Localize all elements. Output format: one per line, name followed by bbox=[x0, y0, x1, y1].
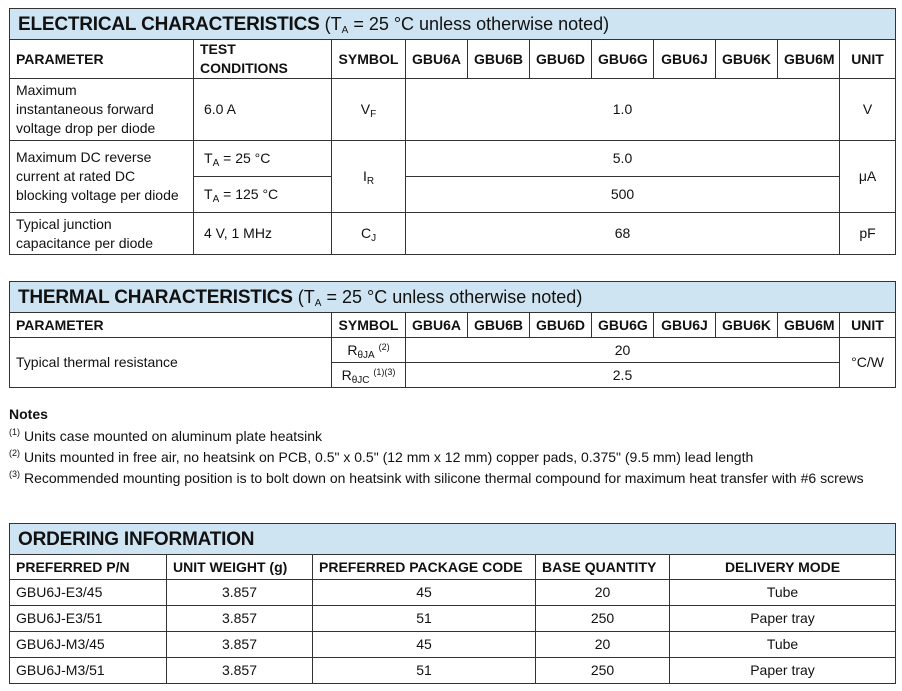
notes-section bbox=[9, 404, 899, 489]
condition-cell: $T_A = 25$ °C bbox=[194, 141, 332, 177]
header-unit: UNIT bbox=[840, 40, 896, 79]
pn-cell: GBU6J-M3/45 bbox=[10, 632, 167, 658]
header-part: GBU6A bbox=[406, 313, 468, 338]
header-package-code: PREFERRED PACKAGE CODE bbox=[313, 555, 536, 580]
header-unit-weight: UNIT WEIGHT (g) bbox=[167, 555, 313, 580]
delivery-mode-cell: Tube bbox=[670, 580, 896, 606]
quantity-cell: 20 bbox=[536, 632, 670, 658]
table-row bbox=[10, 606, 896, 632]
condition-cell: 6.0 A bbox=[194, 79, 332, 141]
unit-cell: pF bbox=[840, 213, 896, 255]
weight-cell: 3.857 bbox=[167, 632, 313, 658]
header-preferred-pn: PREFERRED P/N bbox=[10, 555, 167, 580]
header-symbol: SYMBOL bbox=[332, 40, 406, 79]
pn-cell: GBU6J-E3/51 bbox=[10, 606, 167, 632]
ordering-header-row bbox=[10, 555, 896, 580]
header-part: GBU6A bbox=[406, 40, 468, 79]
symbol-cell: $C_J$ bbox=[332, 213, 406, 255]
parameter-cell: Typical junction capacitance per diode bbox=[10, 213, 194, 255]
ordering-title: ORDERING INFORMATION bbox=[10, 524, 896, 555]
parameter-cell: Typical thermal resistance bbox=[10, 338, 332, 388]
header-part: GBU6D bbox=[530, 313, 592, 338]
header-part: GBU6G bbox=[592, 40, 654, 79]
delivery-mode-cell: Paper tray bbox=[670, 658, 896, 684]
quantity-cell: 250 bbox=[536, 658, 670, 684]
header-parameter: PARAMETER bbox=[10, 40, 194, 79]
header-parameter: PARAMETER bbox=[10, 313, 332, 338]
electrical-title: ELECTRICAL CHARACTERISTICS ($T_A = 25$ °C unless otherwise noted) bbox=[10, 9, 896, 40]
delivery-mode-cell: Paper tray bbox=[670, 606, 896, 632]
table-row bbox=[10, 213, 896, 255]
weight-cell: 3.857 bbox=[167, 606, 313, 632]
note-item: $^{(3)}$ Recommended mounting position is to bolt down on heatsink with silicone thermal compound for maximum heat transfer with #6 screws bbox=[9, 469, 864, 486]
thermal-characteristics-table bbox=[9, 281, 896, 388]
package-code-cell: 51 bbox=[313, 658, 536, 684]
package-code-cell: 45 bbox=[313, 580, 536, 606]
header-part: GBU6J bbox=[654, 40, 716, 79]
thermal-title: THERMAL CHARACTERISTICS ($T_A = 25$ °C unless otherwise noted) bbox=[10, 282, 896, 313]
quantity-cell: 250 bbox=[536, 606, 670, 632]
table-row bbox=[10, 658, 896, 684]
value-cell: 500 bbox=[406, 177, 840, 213]
parameter-cell: Maximum instantaneous forward voltage drop per diode bbox=[10, 79, 194, 141]
quantity-cell: 20 bbox=[536, 580, 670, 606]
delivery-mode-cell: Tube bbox=[670, 632, 896, 658]
header-delivery-mode: DELIVERY MODE bbox=[670, 555, 896, 580]
symbol-cell: $V_F$ bbox=[332, 79, 406, 141]
symbol-cell: $R_{\theta JA}$ $^{(2)}$ bbox=[332, 338, 406, 363]
symbol-cell: $R_{\theta JC}$ $^{(1)(3)}$ bbox=[332, 363, 406, 388]
condition-cell: 4 V, 1 MHz bbox=[194, 213, 332, 255]
notes-title: Notes bbox=[9, 406, 48, 422]
table-row bbox=[10, 141, 896, 177]
pn-cell: GBU6J-M3/51 bbox=[10, 658, 167, 684]
parameter-cell: Maximum DC reverse current at rated DC blocking voltage per diode bbox=[10, 141, 194, 213]
package-code-cell: 51 bbox=[313, 606, 536, 632]
header-part: GBU6B bbox=[468, 313, 530, 338]
header-unit: UNIT bbox=[840, 313, 896, 338]
table-row bbox=[10, 79, 896, 141]
header-part: GBU6K bbox=[716, 40, 778, 79]
value-cell: 2.5 bbox=[406, 363, 840, 388]
note-item: $^{(1)}$ Units case mounted on aluminum plate heatsink bbox=[9, 427, 323, 444]
ordering-information-table bbox=[9, 523, 896, 684]
weight-cell: 3.857 bbox=[167, 580, 313, 606]
header-symbol: SYMBOL bbox=[332, 313, 406, 338]
table-row bbox=[10, 632, 896, 658]
note-item: $^{(2)}$ Units mounted in free air, no heatsink on PCB, 0.5" x 0.5" (12 mm x 12 mm) copper pads, 0.375" (9.5 mm) lead length bbox=[9, 448, 754, 465]
electrical-characteristics-table bbox=[9, 8, 896, 255]
header-base-quantity: BASE QUANTITY bbox=[536, 555, 670, 580]
value-cell: 20 bbox=[406, 338, 840, 363]
unit-cell: V bbox=[840, 79, 896, 141]
symbol-cell: $I_R$ bbox=[332, 141, 406, 213]
weight-cell: 3.857 bbox=[167, 658, 313, 684]
table-row bbox=[10, 338, 896, 363]
header-part: GBU6M bbox=[778, 313, 840, 338]
electrical-header-row bbox=[10, 40, 896, 79]
value-cell: 68 bbox=[406, 213, 840, 255]
value-cell: 5.0 bbox=[406, 141, 840, 177]
package-code-cell: 45 bbox=[313, 632, 536, 658]
unit-cell: μA bbox=[840, 141, 896, 213]
pn-cell: GBU6J-E3/45 bbox=[10, 580, 167, 606]
header-part: GBU6D bbox=[530, 40, 592, 79]
header-test-conditions: TEST CONDITIONS bbox=[194, 40, 332, 79]
condition-cell: $T_A = 125$ °C bbox=[194, 177, 332, 213]
header-part: GBU6G bbox=[592, 313, 654, 338]
header-part: GBU6K bbox=[716, 313, 778, 338]
table-row bbox=[10, 580, 896, 606]
header-part: GBU6B bbox=[468, 40, 530, 79]
header-part: GBU6J bbox=[654, 313, 716, 338]
thermal-header-row bbox=[10, 313, 896, 338]
value-cell: 1.0 bbox=[406, 79, 840, 141]
unit-cell: °C/W bbox=[840, 338, 896, 388]
header-part: GBU6M bbox=[778, 40, 840, 79]
